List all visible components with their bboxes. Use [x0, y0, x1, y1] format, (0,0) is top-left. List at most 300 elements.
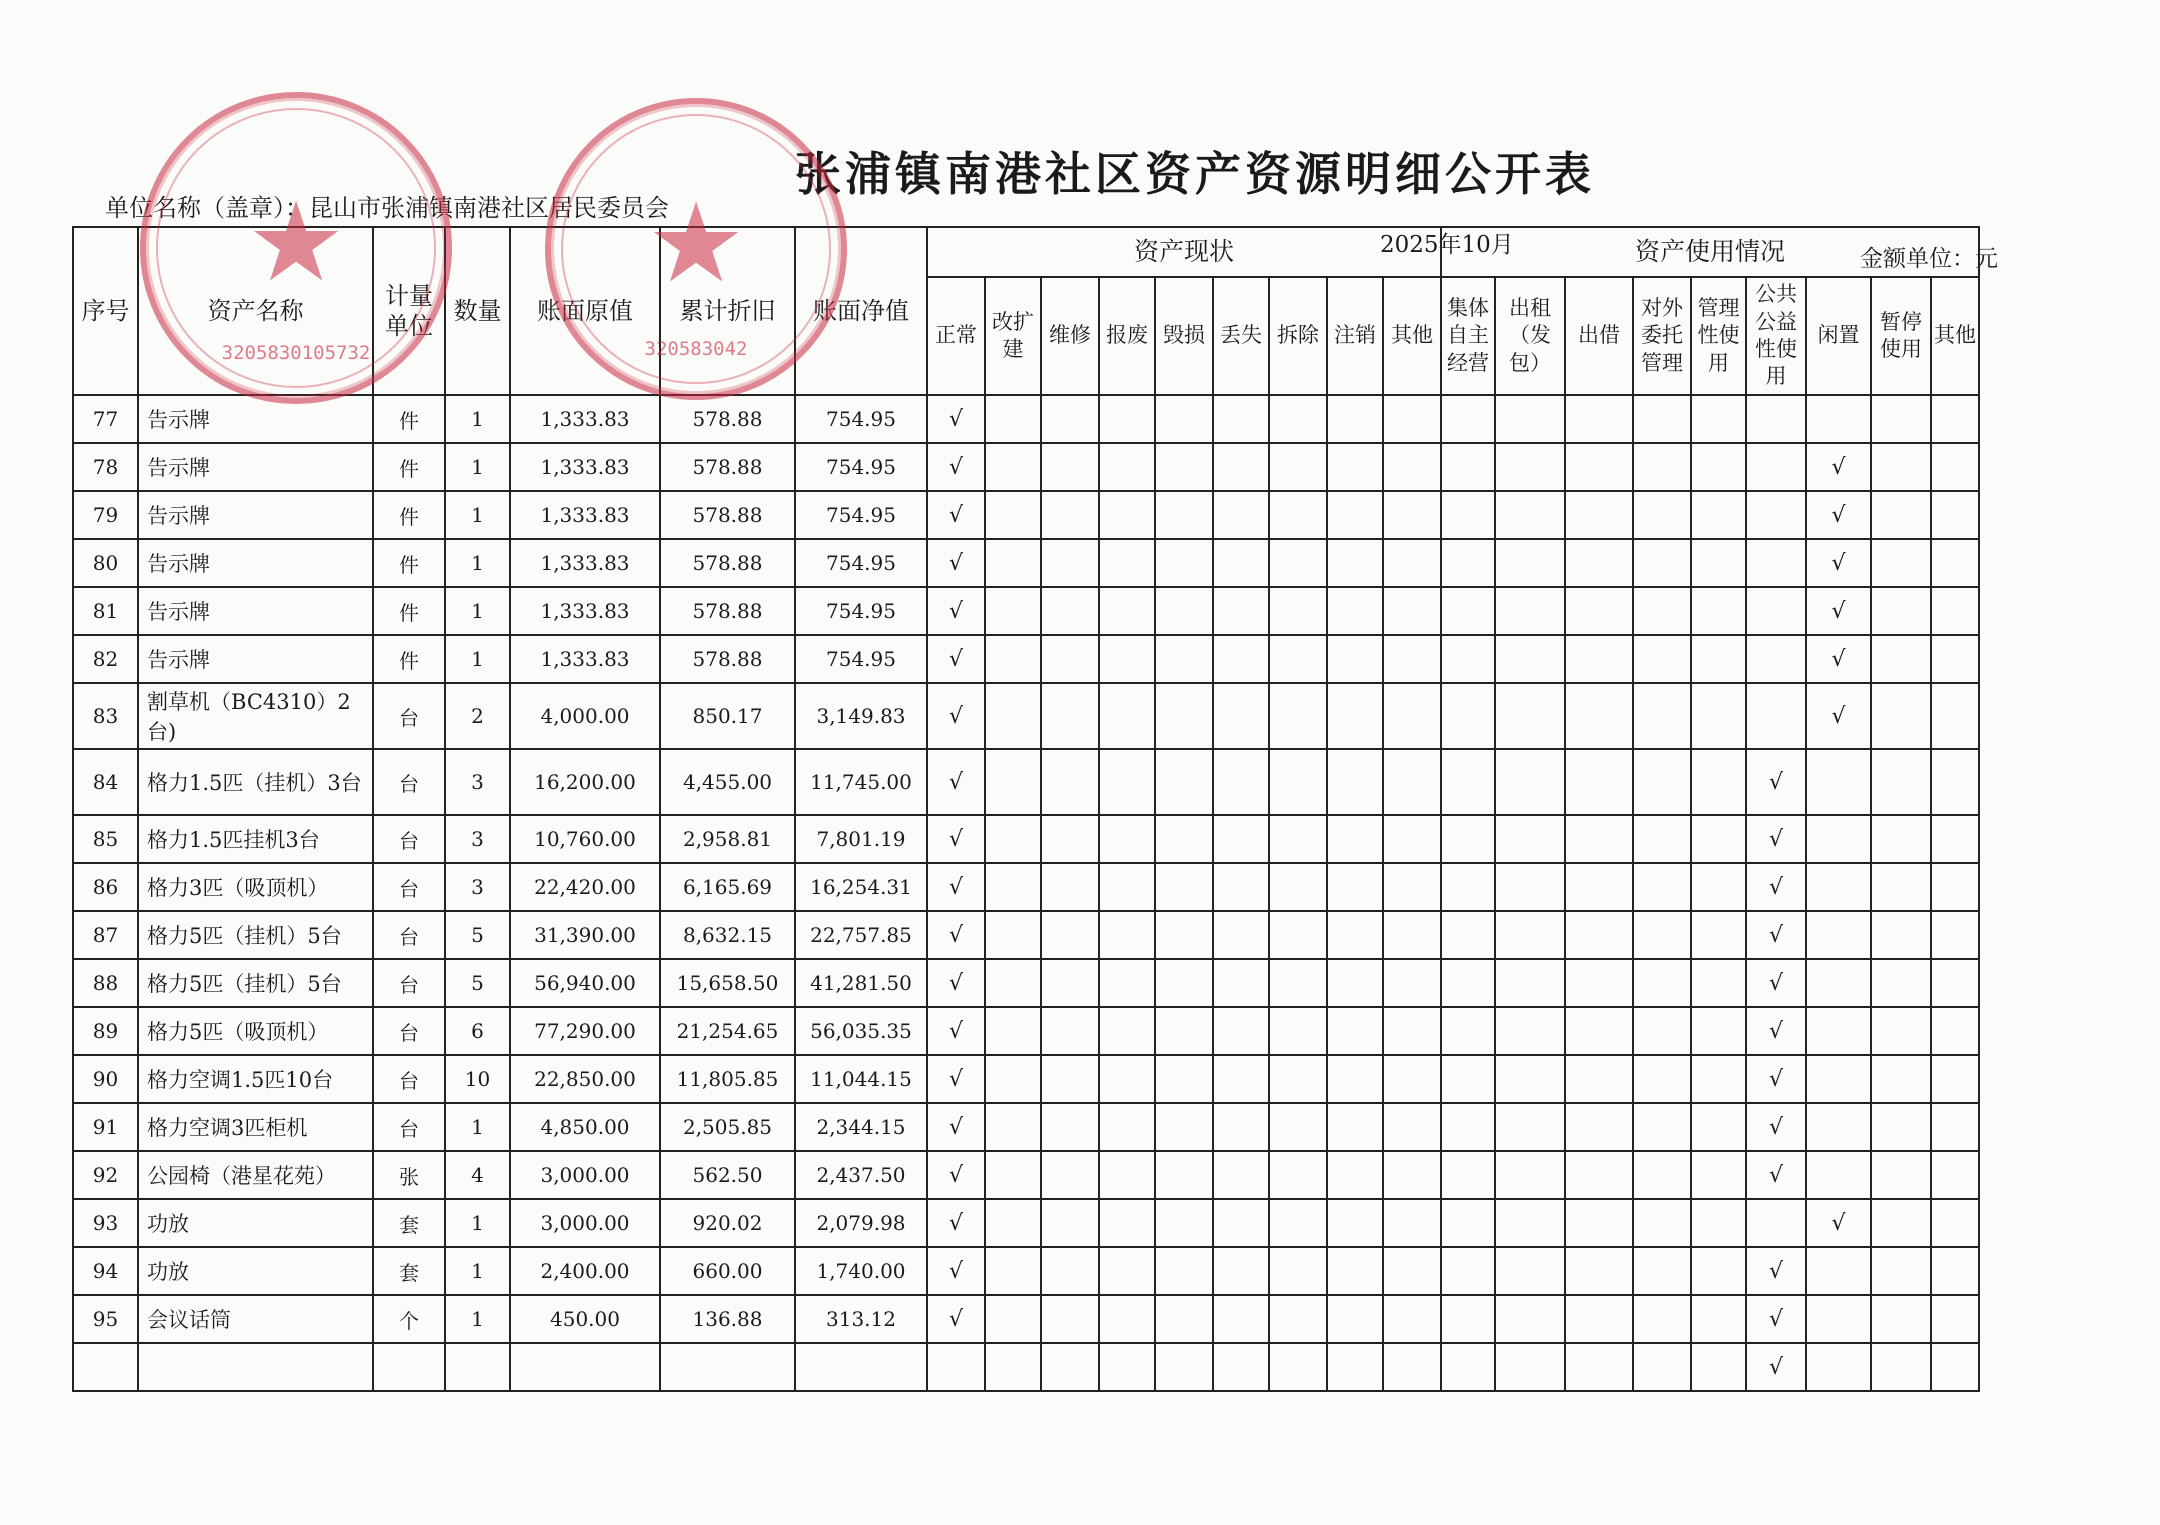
cell-name: 功放 — [138, 1247, 373, 1295]
cell-status — [1041, 911, 1099, 959]
cell-qty: 1 — [445, 539, 510, 587]
cell-status — [1269, 815, 1327, 863]
cell-usage — [1441, 1295, 1495, 1343]
cell-name: 割草机（BC4310）2台) — [138, 683, 373, 749]
cell-usage — [1691, 539, 1746, 587]
cell-usage — [1565, 491, 1633, 539]
cell-usage — [1565, 959, 1633, 1007]
cell-status — [1213, 1007, 1269, 1055]
table-row — [73, 1343, 1979, 1391]
cell-status — [1041, 749, 1099, 815]
cell-status — [1213, 443, 1269, 491]
cell-usage — [1871, 443, 1931, 491]
cell-unit: 台 — [373, 863, 445, 911]
cell-qty: 1 — [445, 587, 510, 635]
cell-orig: 22,420.00 — [510, 863, 660, 911]
cell-usage-checked: √ — [1746, 1151, 1806, 1199]
cell-status — [1269, 1151, 1327, 1199]
header-status-2: 维修 — [1041, 277, 1099, 395]
cell-usage — [1495, 587, 1565, 635]
cell-status — [1327, 1199, 1383, 1247]
cell-qty: 4 — [445, 1151, 510, 1199]
cell-status — [985, 1007, 1041, 1055]
cell-depr — [660, 1343, 795, 1391]
cell-orig: 4,850.00 — [510, 1103, 660, 1151]
cell-status — [1327, 1295, 1383, 1343]
cell-status — [985, 1199, 1041, 1247]
table-row — [73, 539, 1979, 587]
cell-usage — [1633, 1199, 1691, 1247]
cell-usage — [1441, 1343, 1495, 1391]
cell-status — [1269, 863, 1327, 911]
cell-status — [1383, 1103, 1441, 1151]
cell-usage — [1871, 539, 1931, 587]
cell-usage — [1633, 539, 1691, 587]
cell-status — [1041, 959, 1099, 1007]
cell-qty: 1 — [445, 1103, 510, 1151]
cell-status — [1383, 539, 1441, 587]
cell-status — [1213, 1151, 1269, 1199]
cell-qty: 5 — [445, 959, 510, 1007]
cell-usage-checked: √ — [1746, 1055, 1806, 1103]
cell-status-normal: √ — [927, 1151, 985, 1199]
cell-qty — [445, 1343, 510, 1391]
cell-status — [1099, 1103, 1155, 1151]
cell-usage — [1633, 443, 1691, 491]
cell-usage — [1565, 443, 1633, 491]
cell-unit: 件 — [373, 635, 445, 683]
cell-usage — [1633, 911, 1691, 959]
cell-status — [1213, 1055, 1269, 1103]
cell-unit: 个 — [373, 1295, 445, 1343]
cell-name: 格力5匹（挂机）5台 — [138, 911, 373, 959]
cell-usage — [1931, 395, 1979, 443]
cell-status — [1155, 491, 1213, 539]
cell-status — [1269, 1343, 1327, 1391]
cell-status — [985, 635, 1041, 683]
cell-usage — [1931, 1199, 1979, 1247]
cell-unit: 件 — [373, 491, 445, 539]
cell-qty: 10 — [445, 1055, 510, 1103]
cell-name: 格力3匹（吸顶机） — [138, 863, 373, 911]
cell-usage — [1495, 749, 1565, 815]
cell-qty: 3 — [445, 749, 510, 815]
cell-usage — [1441, 815, 1495, 863]
cell-usage — [1633, 1055, 1691, 1103]
cell-usage — [1633, 1103, 1691, 1151]
cell-status — [1327, 1343, 1383, 1391]
cell-status — [1155, 1199, 1213, 1247]
cell-status — [1269, 1055, 1327, 1103]
cell-status — [1041, 863, 1099, 911]
cell-usage-checked: √ — [1806, 635, 1871, 683]
cell-status — [1213, 635, 1269, 683]
cell-usage — [1931, 1103, 1979, 1151]
cell-status — [1327, 863, 1383, 911]
cell-usage — [1691, 683, 1746, 749]
table-row — [73, 635, 1979, 683]
cell-net: 2,079.98 — [795, 1199, 927, 1247]
cell-usage — [1691, 395, 1746, 443]
cell-orig: 1,333.83 — [510, 587, 660, 635]
cell-usage — [1806, 1151, 1871, 1199]
cell-status — [1269, 1007, 1327, 1055]
cell-net: 2,344.15 — [795, 1103, 927, 1151]
cell-usage — [1495, 1103, 1565, 1151]
header-usage-4: 管理性使用 — [1691, 277, 1746, 395]
cell-usage — [1495, 959, 1565, 1007]
header-depr: 累计折旧 — [660, 227, 795, 395]
cell-status — [1213, 1343, 1269, 1391]
cell-status — [1155, 587, 1213, 635]
table-row — [73, 1151, 1979, 1199]
cell-unit: 套 — [373, 1199, 445, 1247]
cell-usage — [1633, 587, 1691, 635]
cell-unit: 件 — [373, 539, 445, 587]
cell-qty: 1 — [445, 1247, 510, 1295]
cell-usage — [1565, 749, 1633, 815]
cell-status — [985, 863, 1041, 911]
cell-status — [1155, 1103, 1213, 1151]
cell-unit: 台 — [373, 749, 445, 815]
header-usage-7: 暂停使用 — [1871, 277, 1931, 395]
cell-usage-checked: √ — [1746, 1343, 1806, 1391]
cell-status — [1213, 749, 1269, 815]
cell-seq: 85 — [73, 815, 138, 863]
cell-status — [1041, 491, 1099, 539]
cell-unit: 套 — [373, 1247, 445, 1295]
cell-unit: 件 — [373, 587, 445, 635]
cell-name: 告示牌 — [138, 587, 373, 635]
cell-usage — [1746, 587, 1806, 635]
cell-usage — [1871, 815, 1931, 863]
cell-name: 格力1.5匹挂机3台 — [138, 815, 373, 863]
cell-usage — [1746, 443, 1806, 491]
cell-usage — [1871, 1247, 1931, 1295]
cell-orig: 10,760.00 — [510, 815, 660, 863]
cell-status — [1269, 1103, 1327, 1151]
star-icon: ★ — [646, 179, 746, 308]
cell-usage-checked: √ — [1806, 539, 1871, 587]
cell-usage-checked: √ — [1746, 1103, 1806, 1151]
cell-status — [1327, 1151, 1383, 1199]
cell-status — [1213, 1199, 1269, 1247]
table-row — [73, 1103, 1979, 1151]
cell-status — [1383, 1295, 1441, 1343]
cell-usage — [1931, 1343, 1979, 1391]
cell-net: 313.12 — [795, 1295, 927, 1343]
cell-usage — [1871, 1007, 1931, 1055]
cell-net: 754.95 — [795, 587, 927, 635]
cell-usage — [1441, 1103, 1495, 1151]
cell-name: 功放 — [138, 1199, 373, 1247]
cell-status — [1269, 1295, 1327, 1343]
cell-usage — [1871, 1295, 1931, 1343]
cell-usage — [1806, 395, 1871, 443]
cell-status — [1383, 635, 1441, 683]
header-usage-0: 集体自主经营 — [1441, 277, 1495, 395]
cell-qty: 1 — [445, 491, 510, 539]
cell-qty: 5 — [445, 911, 510, 959]
page-title: 张浦镇南港社区资产资源明细公开表 — [795, 147, 1595, 201]
seal-code: 320583042 — [644, 338, 748, 360]
cell-status — [985, 1343, 1041, 1391]
cell-status-normal: √ — [927, 539, 985, 587]
cell-status — [1327, 1055, 1383, 1103]
table-row — [73, 1055, 1979, 1103]
official-seal-left — [140, 92, 452, 404]
cell-net: 754.95 — [795, 539, 927, 587]
cell-usage — [1495, 1007, 1565, 1055]
cell-usage — [1931, 491, 1979, 539]
cell-depr: 578.88 — [660, 395, 795, 443]
cell-usage-checked: √ — [1806, 1199, 1871, 1247]
cell-seq: 94 — [73, 1247, 138, 1295]
cell-usage — [1806, 815, 1871, 863]
header-usage-5: 公共公益性使用 — [1746, 277, 1806, 395]
cell-status — [1041, 395, 1099, 443]
cell-net: 2,437.50 — [795, 1151, 927, 1199]
cell-status — [1327, 491, 1383, 539]
cell-status — [985, 815, 1041, 863]
cell-status — [1327, 443, 1383, 491]
cell-usage-checked: √ — [1806, 491, 1871, 539]
cell-status-normal: √ — [927, 1103, 985, 1151]
cell-status — [1213, 1247, 1269, 1295]
cell-status — [985, 539, 1041, 587]
cell-seq: 84 — [73, 749, 138, 815]
cell-usage — [1495, 395, 1565, 443]
cell-usage — [1565, 1343, 1633, 1391]
cell-status — [1269, 959, 1327, 1007]
cell-depr: 6,165.69 — [660, 863, 795, 911]
cell-status — [1383, 1151, 1441, 1199]
cell-usage — [1633, 815, 1691, 863]
cell-status — [1155, 395, 1213, 443]
table-row — [73, 683, 1979, 749]
cell-status — [1383, 815, 1441, 863]
cell-net: 754.95 — [795, 491, 927, 539]
cell-depr: 8,632.15 — [660, 911, 795, 959]
cell-seq: 80 — [73, 539, 138, 587]
cell-status — [1099, 1199, 1155, 1247]
cell-status — [1155, 863, 1213, 911]
cell-unit: 台 — [373, 911, 445, 959]
cell-status — [1041, 1151, 1099, 1199]
cell-status — [1213, 911, 1269, 959]
cell-usage-checked: √ — [1746, 959, 1806, 1007]
cell-status — [985, 959, 1041, 1007]
cell-status — [1213, 683, 1269, 749]
cell-usage — [1633, 1007, 1691, 1055]
cell-status — [1041, 587, 1099, 635]
cell-usage — [1691, 749, 1746, 815]
cell-status — [1327, 1007, 1383, 1055]
cell-orig: 22,850.00 — [510, 1055, 660, 1103]
cell-usage — [1871, 491, 1931, 539]
cell-usage — [1633, 635, 1691, 683]
cell-status — [1327, 587, 1383, 635]
header-usage-1: 出租（发包） — [1495, 277, 1565, 395]
cell-status — [1099, 443, 1155, 491]
cell-usage — [1565, 863, 1633, 911]
cell-status — [1099, 635, 1155, 683]
cell-usage — [1633, 863, 1691, 911]
cell-status — [1041, 1199, 1099, 1247]
header-status-6: 拆除 — [1269, 277, 1327, 395]
amount-unit-label: 金额单位：元 — [1860, 246, 1998, 272]
cell-qty: 1 — [445, 443, 510, 491]
cell-status-normal: √ — [927, 1247, 985, 1295]
cell-unit — [373, 1343, 445, 1391]
cell-usage — [1495, 863, 1565, 911]
header-status-7: 注销 — [1327, 277, 1383, 395]
header-usage-8: 其他 — [1931, 277, 1979, 395]
table-row — [73, 1199, 1979, 1247]
cell-usage — [1441, 959, 1495, 1007]
cell-status — [985, 749, 1041, 815]
cell-status — [1269, 1247, 1327, 1295]
header-usage-3: 对外委托管理 — [1633, 277, 1691, 395]
cell-qty: 1 — [445, 1199, 510, 1247]
cell-status — [1099, 1151, 1155, 1199]
cell-usage — [1441, 749, 1495, 815]
cell-status — [1383, 1055, 1441, 1103]
cell-name: 告示牌 — [138, 635, 373, 683]
cell-usage — [1871, 911, 1931, 959]
cell-qty: 1 — [445, 1295, 510, 1343]
cell-status — [1099, 587, 1155, 635]
cell-usage — [1691, 635, 1746, 683]
cell-usage — [1633, 1343, 1691, 1391]
cell-usage — [1691, 1055, 1746, 1103]
cell-usage — [1691, 1247, 1746, 1295]
cell-seq: 86 — [73, 863, 138, 911]
table-row — [73, 587, 1979, 635]
cell-status — [1155, 443, 1213, 491]
cell-status — [985, 443, 1041, 491]
cell-seq: 81 — [73, 587, 138, 635]
cell-qty: 1 — [445, 395, 510, 443]
cell-net: 7,801.19 — [795, 815, 927, 863]
cell-status-normal: √ — [927, 1295, 985, 1343]
cell-usage — [1633, 959, 1691, 1007]
cell-usage — [1565, 1103, 1633, 1151]
cell-usage — [1441, 1247, 1495, 1295]
cell-status — [1099, 395, 1155, 443]
cell-status — [1213, 539, 1269, 587]
cell-usage — [1441, 863, 1495, 911]
cell-usage — [1441, 683, 1495, 749]
cell-name: 格力1.5匹（挂机）3台 — [138, 749, 373, 815]
cell-status — [1269, 911, 1327, 959]
cell-net: 3,149.83 — [795, 683, 927, 749]
table-row — [73, 395, 1979, 443]
cell-status — [1383, 1199, 1441, 1247]
cell-seq: 92 — [73, 1151, 138, 1199]
cell-status — [985, 911, 1041, 959]
cell-status-normal: √ — [927, 1007, 985, 1055]
cell-status — [1327, 683, 1383, 749]
cell-seq: 82 — [73, 635, 138, 683]
cell-net: 754.95 — [795, 443, 927, 491]
unit-name-label: 单位名称（盖章）：昆山市张浦镇南港社区居民委员会 — [105, 194, 669, 222]
cell-net: 1,740.00 — [795, 1247, 927, 1295]
cell-status — [1213, 587, 1269, 635]
seal-code: 3205830105732 — [221, 342, 371, 364]
cell-usage — [1691, 1103, 1746, 1151]
cell-usage — [1495, 1247, 1565, 1295]
cell-usage — [1691, 911, 1746, 959]
header-seq: 序号 — [73, 227, 138, 395]
cell-status — [1213, 815, 1269, 863]
cell-status-normal: √ — [927, 959, 985, 1007]
cell-usage — [1495, 1199, 1565, 1247]
cell-net: 16,254.31 — [795, 863, 927, 911]
cell-seq: 93 — [73, 1199, 138, 1247]
cell-usage — [1565, 1007, 1633, 1055]
cell-usage — [1871, 749, 1931, 815]
cell-usage — [1931, 683, 1979, 749]
cell-usage-checked: √ — [1746, 815, 1806, 863]
cell-status — [1041, 815, 1099, 863]
cell-usage — [1806, 959, 1871, 1007]
cell-usage — [1633, 1295, 1691, 1343]
cell-usage-checked: √ — [1806, 443, 1871, 491]
cell-seq: 83 — [73, 683, 138, 749]
cell-status — [1383, 749, 1441, 815]
cell-status — [1327, 1247, 1383, 1295]
cell-unit: 台 — [373, 1103, 445, 1151]
report-period: 2025年10月 — [1380, 232, 1514, 258]
header-status-group: 资产现状 — [927, 227, 1441, 277]
cell-usage — [1691, 815, 1746, 863]
cell-name: 公园椅（港星花苑） — [138, 1151, 373, 1199]
cell-usage — [1931, 1055, 1979, 1103]
cell-status-normal: √ — [927, 587, 985, 635]
cell-status — [1155, 539, 1213, 587]
header-status-4: 毁损 — [1155, 277, 1213, 395]
cell-usage — [1441, 1151, 1495, 1199]
table-row — [73, 749, 1979, 815]
cell-status — [1327, 911, 1383, 959]
cell-status — [1099, 749, 1155, 815]
cell-net — [795, 1343, 927, 1391]
cell-depr: 11,805.85 — [660, 1055, 795, 1103]
cell-unit: 台 — [373, 815, 445, 863]
cell-usage-checked: √ — [1806, 683, 1871, 749]
cell-status — [1099, 1007, 1155, 1055]
cell-status — [1383, 911, 1441, 959]
cell-status — [1383, 443, 1441, 491]
cell-usage — [1691, 1007, 1746, 1055]
cell-usage — [1931, 1151, 1979, 1199]
cell-status — [1269, 635, 1327, 683]
cell-status — [1155, 1295, 1213, 1343]
cell-usage — [1495, 683, 1565, 749]
cell-unit: 件 — [373, 395, 445, 443]
cell-usage — [1691, 863, 1746, 911]
cell-seq: 78 — [73, 443, 138, 491]
table-row — [73, 815, 1979, 863]
cell-usage — [1633, 491, 1691, 539]
cell-status — [1155, 1151, 1213, 1199]
cell-status-normal: √ — [927, 911, 985, 959]
cell-status — [1383, 1247, 1441, 1295]
cell-usage — [1441, 911, 1495, 959]
cell-depr: 2,505.85 — [660, 1103, 795, 1151]
cell-net: 11,745.00 — [795, 749, 927, 815]
